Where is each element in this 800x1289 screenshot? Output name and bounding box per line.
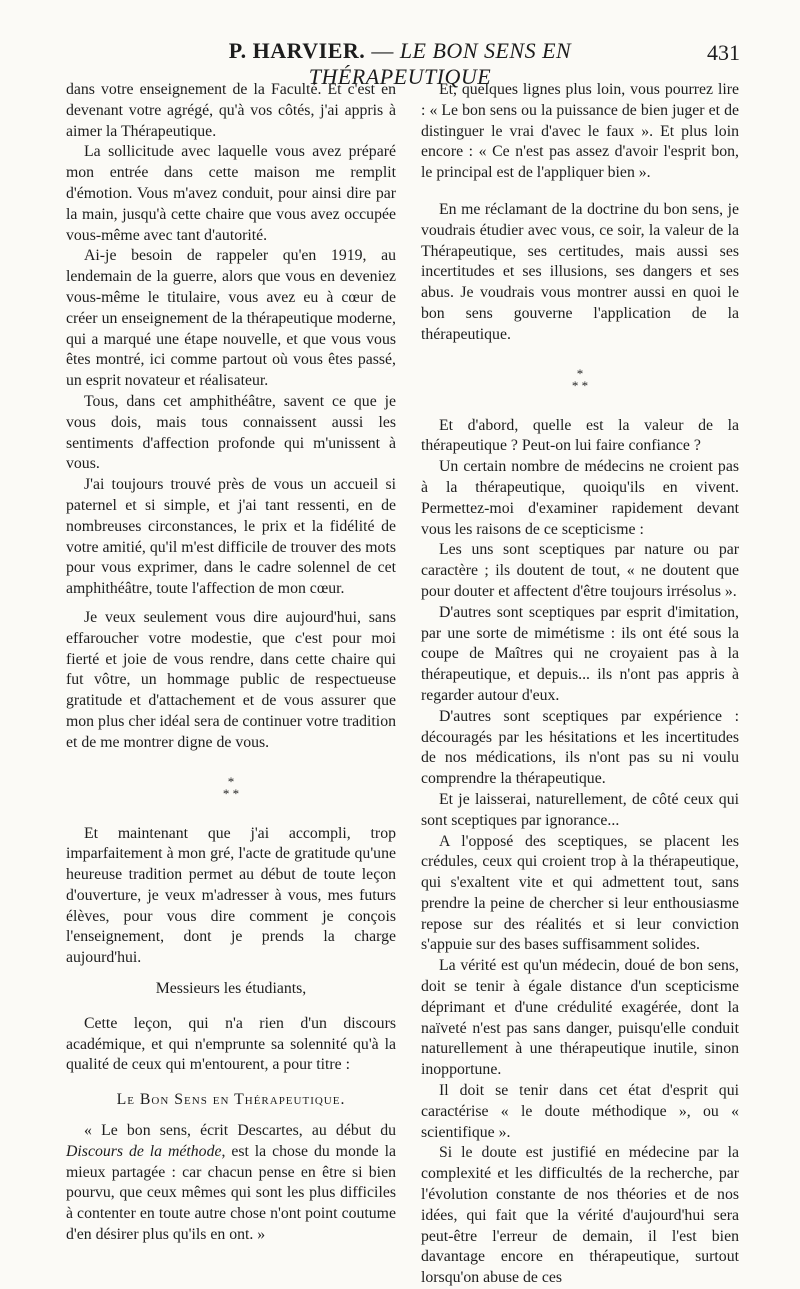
- book-title: Discours de la méthode: [66, 1142, 222, 1160]
- paragraph: La vérité est qu'un médecin, doué de bon sens, doit se tenir à égale distance d'un scepticisme déprimant et d'une crédulité exagérée, dont la naïveté n'est pas sans danger, puisqu'elle conduit naturellement à une thérapeutique inutile, sinon inopportune.: [421, 957, 739, 1079]
- section-title: Le Bon Sens en Thérapeutique.: [116, 1091, 346, 1109]
- paragraph: J'ai toujours trouvé près de vous un accueil si paternel et si simple, et j'ai tant ressenti, en de nombreuses circonstances, le prix et la fidélité de votre amitié, qu'il m'est difficile de trouver des mots pour vous exprimer, dans le cadre solennel de cet amphithéâtre, toute l'affection de mon cœur.: [66, 476, 396, 598]
- salutation: Messieurs les étudiants,: [155, 980, 307, 998]
- paragraph: Et maintenant que j'ai accompli, trop imparfaitement à mon gré, l'acte de gratitude qu'une heureuse tradition permet au début de toute leçon d'ouverture, je veux m'adresser à vous, mes futurs élèves, pour vous dire comment je conçois l'enseignement, dont je prends la charge aujourd'hui.: [66, 824, 396, 967]
- paragraph: Cette leçon, qui n'a rien d'un discours académique, et qui n'emprunte sa solennité qu'à la qualité de ceux qui m'entourent, a pour titre :: [66, 1014, 396, 1074]
- paragraph: Les uns sont sceptiques par nature ou par caractère ; ils doutent de tout, « ne doutent que pour douter et affectent d'être toujours irrésolus ».: [421, 541, 739, 600]
- paragraph: En me réclamant de la doctrine du bon sens, je voudrais étudier avec vous, ce soir, la valeur de la Thérapeutique, ses certitudes, mais aussi ses incertitudes et ses illusions, ses dangers et ses abus. Je voudrais vous montrer aussi en quoi le bon sens gouverne l'application de la thérapeutique.: [421, 200, 739, 343]
- paragraph: Il doit se tenir dans cet état d'esprit qui caractérise « le doute méthodique », ou « scientifique ».: [421, 1082, 739, 1141]
- paragraph: Et, quelques lignes plus loin, vous pourrez lire : « Le bon sens ou la puissance de bien juger et de distinguer le vrai d'avec le faux ». Et plus loin encore : « Ce n'est pas assez d'avoir l'esprit bon, le principal est de l'appliquer bien ».: [421, 81, 739, 182]
- paragraph: La sollicitude avec laquelle vous avez préparé mon entrée dans cette maison me remplit d'émotion. Vous m'avez conduit, pour ainsi dire par la main, jusqu'à cette chaire que vous avez occupée vous-même avec tant d'autorité.: [66, 143, 396, 244]
- running-head-author: P. HARVIER.: [228, 38, 366, 63]
- asterism-divider: [66, 773, 396, 801]
- running-head-title: LE BON SENS EN THÉRAPEUTIQUE: [308, 38, 572, 89]
- paragraph-quote: [66, 1121, 396, 1246]
- running-head-dash: —: [365, 38, 400, 63]
- asterism-divider: [421, 365, 739, 393]
- left-column: [66, 80, 396, 1246]
- paragraph: Et d'abord, quelle est la valeur de la thérapeutique ? Peut-on lui faire confiance ?: [421, 416, 739, 455]
- paragraph: Tous, dans cet amphithéâtre, savent ce que je vous dois, mais tous connaissent aussi les sentiments d'affection profonde qui m'unissent à vous.: [66, 392, 396, 473]
- asterism-top: *: [227, 773, 235, 789]
- page-header: [0, 38, 800, 89]
- asterism-bottom: * *: [571, 377, 589, 393]
- page-number: 431: [707, 40, 740, 65]
- asterism-bottom: * *: [222, 785, 240, 801]
- paragraph: Ai-je besoin de rappeler qu'en 1919, au lendemain de la guerre, alors que vous en deveniez vous-même le titulaire, vous avez eu à cœur de créer un enseignement de la thérapeutique moderne, qui a marqué une étape nouvelle, et que vous vous êtes montré, ici comme partout où vous êtes passé, un esprit novateur et réalisateur.: [66, 247, 396, 390]
- paragraph: A l'opposé des sceptiques, se placent les crédules, ceux qui croient trop à la thérapeutique, qui s'exaltent vite et qui admettent tout, sans prendre la peine de chercher si leur enthousiasme repose sur des réalités et si leur conviction s'appuie sur des bases suffisamment solides.: [421, 832, 739, 954]
- paragraph: D'autres sont sceptiques par esprit d'imitation, par une sorte de mimétisme : ils ont été sous la coupe de Maîtres qui ne croyaient pas à la thérapeutique, et depuis... ils n'ont pas appris à regarder autour d'eux.: [421, 603, 739, 704]
- paragraph: Je veux seulement vous dire aujourd'hui, sans effaroucher votre modestie, que c'est pour moi fierté et joie de vous rendre, dans cette chaire qui fut vôtre, un hommage public de respectueuse gratitude et d'attachement et de vous assurer que mon plus cher idéal sera de continuer votre tradition et de me montrer digne de vous.: [66, 608, 396, 751]
- quote-text-start: « Le bon sens, écrit Descartes, au début du: [84, 1122, 396, 1140]
- right-column: [421, 80, 739, 1289]
- quote-text-end: , est la chose du monde la mieux partagée : car chacun pense en être si bien pourvu, que ceux mêmes qui sont les plus difficiles à contenter en toute autre chose n'ont point coutume d'en désirer plus qu'ils en ont. »: [66, 1142, 396, 1244]
- paragraph: Et je laisserai, naturellement, de côté ceux qui sont sceptiques par ignorance...: [421, 790, 739, 829]
- asterism-top: *: [576, 365, 584, 381]
- paragraph: Si le doute est justifié en médecine par la complexité et les difficultés de la recherche, par l'évolution constante de nos théories et de nos idées, qui fait que la vérité d'aujourd'hui sera peut-être l'erreur de demain, il l'est bien davantage encore en thérapeutique, surtout lorsqu'on abuse de ces: [421, 1144, 739, 1287]
- paragraph: Un certain nombre de médecins ne croient pas à la thérapeutique, quoiqu'ils en vivent. Permettez-moi d'examiner rapidement devant vous les raisons de ce scepticisme :: [421, 458, 739, 538]
- paragraph: D'autres sont sceptiques par expérience : découragés par les hésitations et les incertitudes de nos médications, ils n'ont pas su ni voulu comprendre la thérapeutique.: [421, 707, 739, 788]
- paragraph: dans votre enseignement de la Faculté. Et c'est en devenant votre agrégé, qu'à vos côtés, j'ai appris à aimer la Thérapeutique.: [66, 81, 396, 140]
